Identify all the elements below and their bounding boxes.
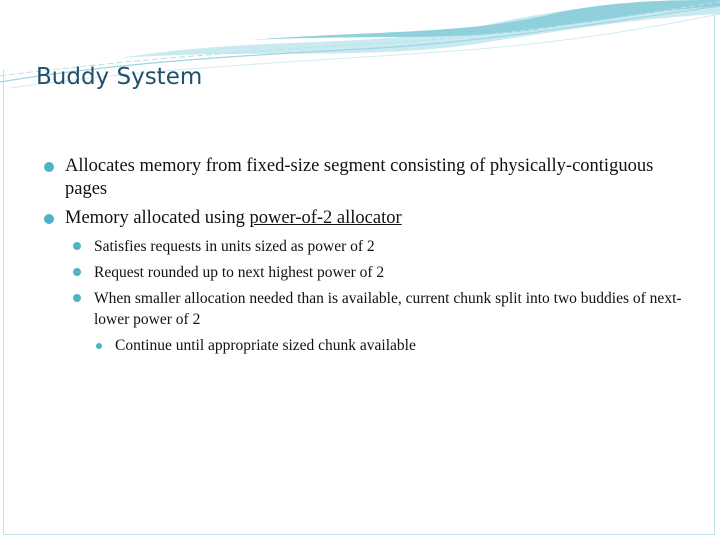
bullet-dot-icon — [73, 242, 81, 250]
sub-sub-bullet-text: Continue until appropriate sized chunk available — [115, 337, 416, 354]
sub-bullet-text: Satisfies requests in units sized as power of 2 — [94, 238, 375, 255]
bullet-dot-icon — [44, 162, 54, 172]
bullet-underlined-term: power-of-2 allocator — [249, 208, 402, 228]
bullet-dot-icon — [44, 214, 54, 224]
bullet-text: Memory allocated using — [65, 208, 250, 228]
sub-sub-bullet-item — [94, 335, 694, 356]
sub-bullet-item — [73, 288, 694, 330]
sub-bullet-text: When smaller allocation needed than is available, current chunk split into two buddies of next-lower power of 2 — [94, 290, 682, 328]
bullet-text: Allocates memory from fixed-size segment consisting of physically-contiguous pages — [65, 156, 654, 199]
bullet-dot-icon — [96, 343, 102, 349]
sub-bullet-item — [73, 262, 694, 283]
bullet-dot-icon — [73, 294, 81, 302]
sub-bullet-text: Request rounded up to next highest power of 2 — [94, 264, 385, 281]
bullet-item — [44, 207, 694, 230]
bullet-list — [44, 155, 694, 356]
bullet-item — [44, 155, 694, 201]
slide-title: Buddy System — [36, 64, 203, 90]
sub-bullet-item — [73, 236, 694, 257]
bullet-dot-icon — [73, 268, 81, 276]
